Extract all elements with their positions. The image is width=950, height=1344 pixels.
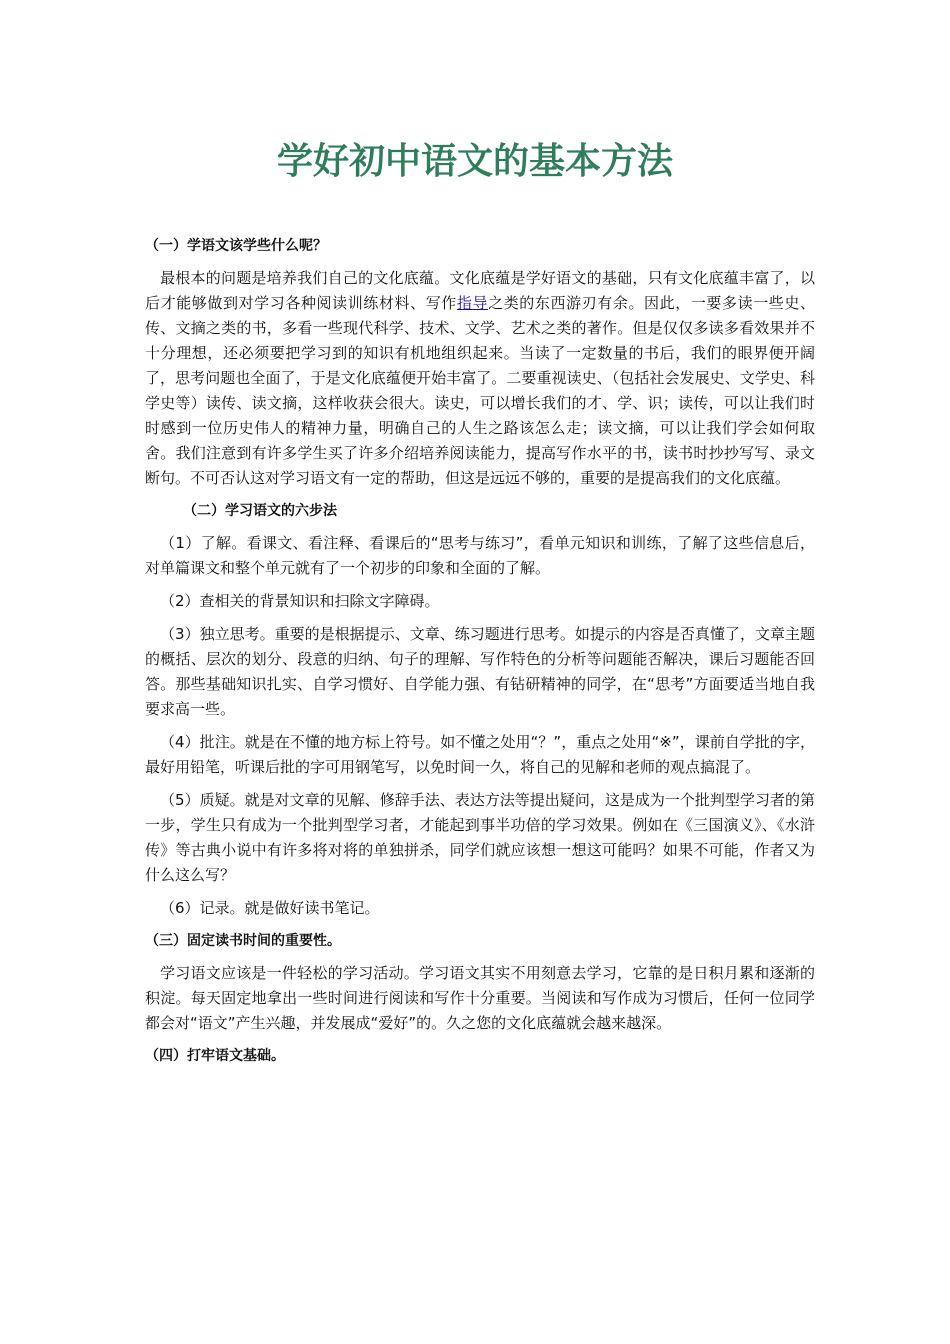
section-2-heading: （二）学习语文的六步法 [183, 503, 337, 519]
section-4-heading: （四）打牢语文基础。 [145, 1048, 285, 1064]
step-2-paragraph: （2）查相关的背景知识和扫除文字障碍。 [160, 592, 440, 610]
section-1-heading: （一）学语文该学些什么呢？ [145, 238, 327, 254]
section-3-heading: （三）固定读书时间的重要性。 [145, 933, 341, 949]
step-1-paragraph: （1）了解。看课文、看注释、看课后的“思考与练习”，看单元知识和训练，了解了这些信息后，对单篇课文和整个单元就有了一个初步的印象和全面的了解。 [145, 534, 815, 577]
section-1-text-after-link: 之类的东西游刃有余。因此，一要多读一些史、传、文摘之类的书，多看一些现代科学、技术、文学、艺术之类的著作。但是仅仅多读多看效果并不十分理想，还必须要把学习到的知识有机地组织起来。当读了一定数量的书后，我们的眼界便开阔了，思考问题也全面了，于是文化底蕴便开始丰富了。二要重视读史、（包括社会发展史、文学史、科学史等）读传、读文摘，这样收获会很大。读史，可以增长我们的才、学、识；读传，可以让我们时时感到一位历史伟人的精神力量，明确自己的人生之路该怎么走；读文摘，可以让我们学会如何取舍。我们注意到有许多学生买了许多介绍培养阅读能力，提高写作水平的书，读书时抄抄写写、录文断句。不可否认这对学习语文有一定的帮助，但这是远远不够的，重要的是提高我们的文化底蕴。 [145, 294, 815, 487]
guide-link[interactable]: 指导 [456, 294, 489, 312]
section-1-paragraph [145, 266, 815, 491]
step-4-paragraph: （4）批注。就是在不懂的地方标上符号。如不懂之处用“？”，重点之处用“※”，课前自学批的字，最好用铅笔，听课后批的字可用钢笔写，以免时间一久，将自己的见解和老师的观点搞混了。 [145, 733, 815, 776]
document-body [145, 234, 815, 1076]
step-6-paragraph: （6）记录。就是做好读书笔记。 [160, 899, 380, 917]
section-1-text-before-link: 最根本的问题是培养我们自己的文化底蕴。文化底蕴是学好语文的基础，只有文化底蕴丰富了，以后才能够做到对学习各种阅读训练材料、写作 [145, 269, 815, 312]
step-5-paragraph: （5）质疑。就是对文章的见解、修辞手法、表达方法等提出疑问，这是成为一个批判型学习者的第一步，学生只有成为一个批判型学习者，才能起到事半功倍的学习效果。例如在《三国演义》、《水浒传》等古典小说中有许多将对将的单独拼杀，同学们就应该想一想这可能吗？如果不可能，作者又为什么这么写？ [145, 791, 815, 884]
section-3-paragraph: 学习语文应该是一件轻松的学习活动。学习语文其实不用刻意去学习，它靠的是日积月累和逐渐的积淀。每天固定地拿出一些时间进行阅读和写作十分重要。当阅读和写作成为习惯后，任何一位同学都会对“语文”产生兴趣，并发展成“爱好”的。久之您的文化底蕴就会越来越深。 [145, 964, 815, 1032]
step-3-paragraph: （3）独立思考。重要的是根据提示、文章、练习题进行思考。如提示的内容是否真懂了，文章主题的概括、层次的划分、段意的归纳、句子的理解、写作特色的分析等问题能否解决，课后习题能否回答。那些基础知识扎实、自学习惯好、自学能力强、有钻研精神的同学，在“思考”方面要适当地自我要求高一些。 [145, 625, 815, 718]
document-title: 学好初中语文的基本方法 [276, 140, 673, 182]
